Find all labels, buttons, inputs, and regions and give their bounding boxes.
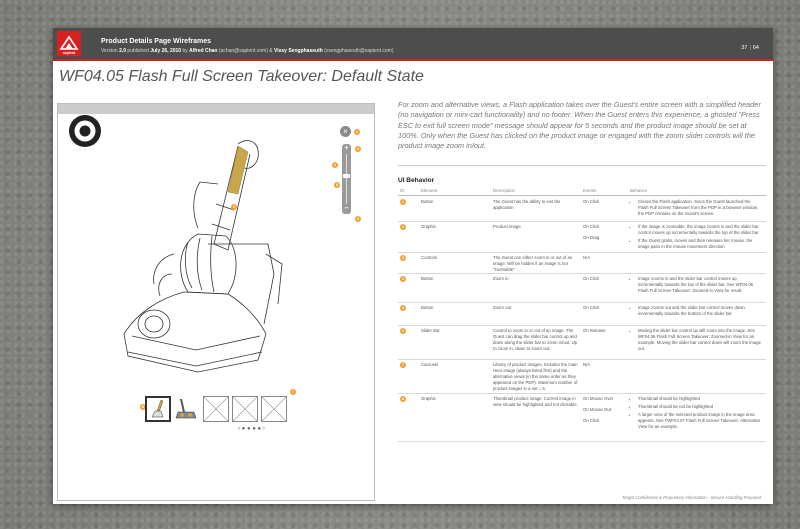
row-id [400, 396, 406, 402]
row-id [400, 328, 406, 334]
thumbnail-5-placeholder[interactable] [261, 396, 287, 422]
behavior-item: • Thumbnail should be not be highlighted [638, 404, 762, 410]
intro-text: For zoom and alternative views, a Flash application takes over the Guest's entire screen with a simplified header (no navigation or mini-cart functionality) and no footer. When the Guest enters this experience, a ghosted "Press ESC to exit full screen mode" message should appear for 5 seconds and the product image should be set at 100%. Only when the Guest has clicked on the product image or engaged with the zoom slider controls will the product image zoom in/out. [398, 100, 761, 151]
event-label: On Release [583, 328, 606, 333]
ui-behavior-title: UI Behavior [398, 177, 435, 184]
row-element: Graphic [421, 224, 437, 229]
row-events [583, 276, 625, 287]
footer-confidential: Target Confidential & Proprietary Information - Secure Handling Required [621, 495, 761, 500]
table-row [398, 302, 766, 326]
document-title: Product Details Page Wireframes [101, 38, 212, 45]
sapient-logo [57, 31, 81, 56]
row-events [583, 255, 625, 266]
image-placeholder-icon [233, 397, 257, 421]
flash-takeover-mockup [57, 103, 375, 501]
vacuum-thumbnail-icon [174, 396, 198, 420]
row-events [583, 396, 625, 429]
table-row [398, 252, 766, 274]
id-badge: 5 [402, 306, 404, 310]
row-description: Product image [493, 224, 521, 229]
behavior-item: • Closes the Flash application. Since the Guest launched the Flash Full Screen Takeover from the PDP in a browser window, the PDP remains on the Guest's screen. [638, 199, 762, 217]
row-behavior [630, 305, 762, 319]
col-description: Description [493, 188, 515, 193]
thumbnail-3-placeholder[interactable] [203, 396, 229, 422]
logo-text: sapient [62, 51, 76, 55]
row-behavior [630, 328, 762, 354]
col-events: Events [583, 188, 597, 193]
row-description: Zoom in [493, 276, 509, 281]
behavior-item: • Image zooms in and the slider bar control moves up incrementally towards the top of the slider bar. See WF04.06 Flash Full Screen Takeover: Zoomed-in View for result. [638, 276, 762, 294]
row-events [583, 224, 625, 246]
event-label: On Click [583, 418, 600, 423]
table-row [398, 393, 766, 442]
row-description: The Guest has the ability to exit the application [493, 199, 561, 210]
callout-4: 4 [355, 146, 361, 152]
id-badge: 8 [402, 397, 404, 401]
callout-6: 6 [334, 182, 340, 188]
wireframe-page [53, 28, 773, 504]
id-badge: 1 [402, 200, 404, 204]
event-label: N/A [583, 362, 591, 367]
row-id [400, 305, 406, 311]
page-title: WF04.05 Flash Full Screen Takeover: Default State [59, 68, 424, 85]
callout-3: 3 [332, 162, 338, 168]
row-element: Slider Bar [421, 328, 440, 333]
row-behavior [630, 396, 762, 432]
id-badge: 3 [402, 256, 404, 260]
thumbnail-4-placeholder[interactable] [232, 396, 258, 422]
event-label: On Click [583, 224, 600, 229]
id-badge: 6 [402, 329, 404, 333]
row-element: Graphic [421, 396, 437, 401]
behavior-item: • A larger view of the selected product image in the image area appears. See FWF04.07 Flash Full Screen Takeover: Alternative View for an example. [638, 412, 762, 430]
callout-1: 1 [354, 129, 360, 135]
simplified-header-bar [58, 104, 374, 114]
row-events [583, 362, 625, 373]
table-row [398, 359, 766, 394]
table-row [398, 325, 766, 360]
divider [398, 165, 766, 166]
table-row [398, 273, 766, 303]
page-number: 37 | 64 [741, 45, 759, 51]
row-events [583, 305, 625, 316]
row-element: Button [421, 305, 434, 310]
zoom-slider-track[interactable] [346, 154, 347, 204]
event-label: On Mouse Over [583, 396, 614, 401]
row-element: Button [421, 276, 434, 281]
event-label: On Click [583, 305, 600, 310]
row-element: Carousel [421, 362, 439, 367]
row-description: Library of product images. Includes the main Hero image (always listed first) and the alternative views (in the same order as they appeared on the PDP). Maximum number of product images in a set = 5. [493, 362, 578, 391]
row-events [583, 328, 625, 339]
row-behavior [630, 199, 762, 219]
behavior-item: • If the image is zoomable, the image zooms in and the slider bar control moves up incrementally towards the top of the slider bar [638, 224, 762, 236]
carousel-pagination[interactable]: ‹ ● ● ● ● › [238, 426, 265, 432]
page-header [53, 28, 773, 59]
behavior-item: • If the Guest grabs, moves and then releases her mouse, the image pans in the mouse movement direction [638, 238, 762, 250]
row-description: Thumbnail product image. Current image in view should be highlighted and not clickable. [493, 396, 578, 407]
row-id [400, 255, 406, 261]
zoom-controls [342, 144, 351, 214]
id-badge: 4 [402, 277, 404, 281]
row-events [583, 199, 625, 210]
image-placeholder-icon [262, 397, 286, 421]
row-description: Zoom out [493, 305, 512, 310]
col-behavior: Behavior [630, 188, 648, 193]
vacuum-thumbnail-icon [147, 398, 169, 420]
callout-2: 2 [231, 204, 237, 210]
event-label: On Drag [583, 235, 600, 240]
callout-7: 7 [290, 389, 296, 395]
row-element: Button [421, 199, 434, 204]
id-badge: 7 [402, 363, 404, 367]
product-image[interactable] [88, 124, 318, 384]
zoom-in-button[interactable]: + [344, 145, 349, 152]
row-element: Controls [421, 255, 438, 260]
col-id: ID [400, 188, 405, 193]
row-behavior [630, 224, 762, 252]
id-badge: 2 [402, 225, 404, 229]
event-label: On Click [583, 199, 600, 204]
behavior-item: • Image zooms out and the slider bar control moves down incrementally towards the bottom of the slider bar [638, 305, 762, 317]
header-rule [53, 59, 773, 61]
thumbnail-carousel [145, 396, 295, 422]
row-id [400, 276, 406, 282]
ui-behavior-table [398, 187, 766, 429]
event-label: On Mouse Out [583, 407, 611, 412]
thumbnail-1 [145, 396, 171, 422]
event-label: On Click [583, 276, 600, 281]
document-meta: Version 2.0 published July 26, 2010 by Alfred Chan (achan@sapient.com) & Vissy Sengphaseuth (vsengphaseuth@sapient.com) [101, 48, 394, 54]
zoom-slider-handle[interactable] [343, 174, 350, 178]
row-id [400, 224, 406, 230]
behavior-item: • Thumbnail should be highlighted [638, 396, 762, 402]
thumbnail-2[interactable] [174, 396, 198, 420]
zoom-out-button[interactable]: – [344, 205, 349, 212]
close-button[interactable]: × [340, 126, 351, 137]
row-id [400, 199, 406, 205]
event-label: N/A [583, 255, 591, 260]
col-element: Element [421, 188, 438, 193]
row-behavior [630, 276, 762, 296]
behavior-item: • Moving the slider bar control up will zoom into the image. See WF04.06 Flash Full Screen Takeover: Zoomed-in View for an example. Moving the slider bar control down will zoom the image out. [638, 328, 762, 352]
row-description: Control to zoom in or out of an image. The Guest can drag the slider bar control up and down along the slider bar to zoom in/out. Up to zoom in, down to zoom out. [493, 328, 578, 351]
table-header [398, 187, 766, 196]
callout-5: 5 [355, 216, 361, 222]
image-placeholder-icon [204, 397, 228, 421]
table-row [398, 221, 766, 253]
row-description: The Guest can either zoom in or out of an image. Will be hidden if an image is not "zoomable". [493, 255, 573, 272]
row-id [400, 362, 406, 368]
callout-8: 8 [140, 404, 146, 410]
table-row [398, 196, 766, 222]
